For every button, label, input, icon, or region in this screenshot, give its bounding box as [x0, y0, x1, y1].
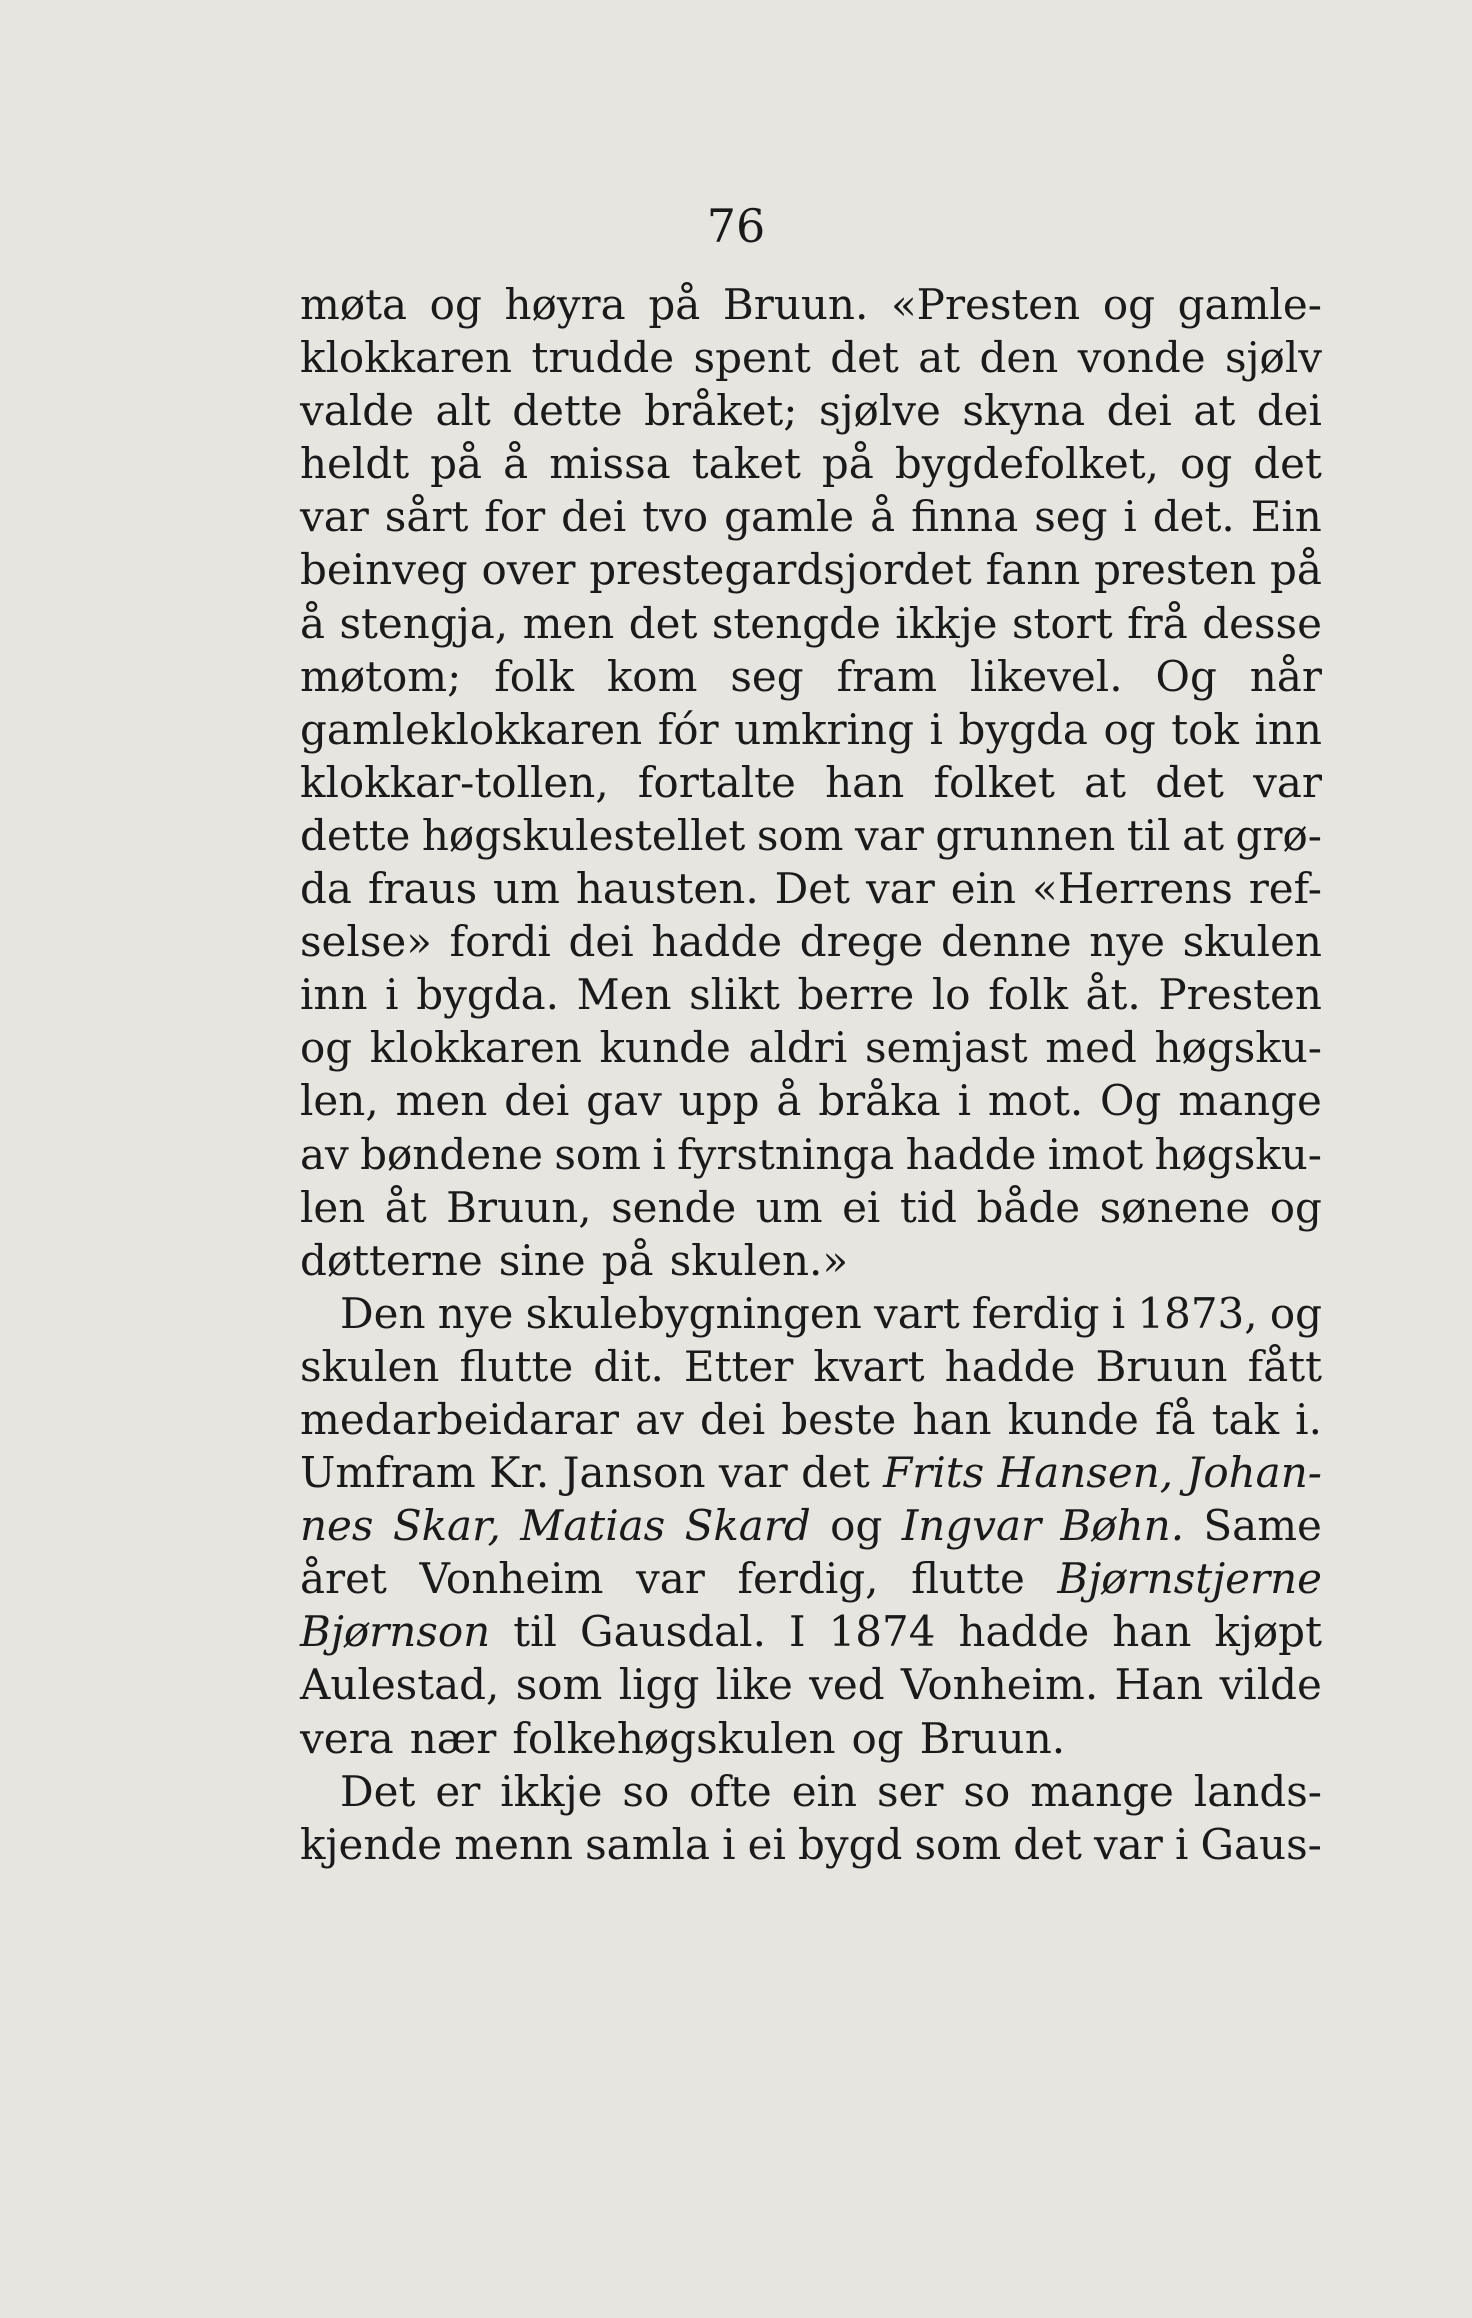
word: i	[1123, 492, 1137, 542]
word: folkehøgskulen	[512, 1713, 836, 1763]
word: som	[914, 1819, 1002, 1869]
word: møtom;	[300, 651, 462, 701]
word: ein	[950, 864, 1017, 914]
word: og	[830, 1501, 883, 1551]
word: Det	[340, 1766, 416, 1816]
word: grunnen	[935, 810, 1116, 860]
word: so	[963, 1766, 1011, 1816]
word: Og	[1100, 1076, 1162, 1126]
word: tvo	[642, 492, 709, 542]
word: dei	[1106, 386, 1172, 436]
word: det	[830, 333, 899, 383]
word: folket	[933, 757, 1055, 807]
word: flutte	[459, 1341, 574, 1391]
word: hadde	[944, 1341, 1076, 1391]
text-line	[300, 1234, 1322, 1287]
word: menn	[454, 1819, 573, 1869]
word: beste	[781, 1394, 897, 1444]
word: ei	[842, 1182, 881, 1232]
body-text	[300, 278, 1322, 1871]
word: bygdefolket,	[894, 439, 1159, 489]
word: presten	[1094, 545, 1257, 595]
word: i	[722, 1819, 736, 1869]
word: skulen	[1182, 917, 1322, 967]
text-line	[300, 384, 1322, 437]
text-line	[300, 1128, 1322, 1181]
word: drege	[799, 917, 924, 967]
word: um	[755, 1182, 823, 1232]
text-line	[300, 968, 1322, 1021]
word: Skar,	[392, 1501, 501, 1551]
word: stengja,	[339, 598, 509, 648]
word: Vonheim.	[900, 1660, 1099, 1710]
word: sende	[611, 1182, 737, 1232]
word: samla	[585, 1819, 710, 1869]
text-line	[300, 1658, 1322, 1711]
word: av	[300, 1129, 349, 1179]
word: høgskulestellet	[421, 810, 746, 860]
text-line	[300, 1765, 1322, 1818]
word: sjølve	[818, 386, 941, 436]
word: folk	[988, 970, 1068, 1020]
word: ofte	[689, 1766, 772, 1816]
word: Men	[576, 970, 672, 1020]
text-line	[300, 597, 1322, 650]
word: medarbeidarar	[300, 1394, 619, 1444]
word: han	[825, 757, 905, 807]
word: det	[801, 1448, 870, 1498]
word: i	[652, 1129, 666, 1179]
word: bråka	[818, 1076, 941, 1126]
word: klokkaren	[300, 333, 513, 383]
word: å	[776, 1076, 802, 1126]
word: bøndene	[360, 1129, 543, 1179]
word: hadde	[905, 1129, 1037, 1179]
word: so	[622, 1766, 670, 1816]
word: over	[481, 545, 576, 595]
word: um	[493, 864, 560, 914]
word: like	[715, 1660, 793, 1710]
word: Etter	[683, 1341, 794, 1391]
word: og	[429, 280, 482, 329]
word: finna	[911, 492, 1019, 542]
word: skulebygningen	[525, 1288, 862, 1338]
word: høgsku-	[1154, 1129, 1322, 1179]
word: Det	[774, 864, 851, 914]
word: folk	[494, 651, 574, 701]
word: skulen.»	[669, 1235, 849, 1285]
word: men	[522, 598, 615, 648]
word: at	[1182, 810, 1225, 860]
word: Frits	[883, 1448, 985, 1498]
word: dei	[561, 492, 627, 542]
word: bråket;	[644, 386, 798, 436]
word: bygda	[958, 704, 1088, 754]
word: det	[1253, 439, 1322, 489]
word: alt	[435, 386, 491, 436]
word: høyra	[504, 280, 626, 329]
word: stort	[1011, 598, 1113, 648]
word: 1873,	[1137, 1288, 1258, 1338]
word: mange	[1178, 1076, 1322, 1126]
word: det.	[1152, 492, 1235, 542]
word: beinveg	[300, 545, 468, 595]
word: Bruun.	[919, 1713, 1066, 1763]
word: på	[601, 1235, 654, 1285]
word: i	[929, 704, 943, 754]
word: fyrstninga	[677, 1129, 895, 1179]
word: møta	[300, 280, 408, 329]
word: døtterne	[300, 1235, 483, 1285]
word: flutte	[911, 1554, 1025, 1604]
word: i	[385, 970, 399, 1020]
word: til	[1126, 810, 1171, 860]
word: og	[1180, 439, 1233, 489]
text-line	[300, 1074, 1322, 1127]
word: umkring	[734, 704, 914, 754]
word: i.	[1295, 1394, 1322, 1444]
word: som	[756, 810, 844, 860]
word: å	[300, 598, 326, 648]
word: len	[300, 1182, 366, 1232]
word: taket	[691, 439, 801, 489]
word: som	[554, 1129, 641, 1179]
word: «Herrens	[1032, 864, 1233, 914]
text-line	[300, 437, 1322, 490]
word: fram	[836, 651, 938, 701]
word: gamle	[724, 492, 855, 542]
word: 1874	[828, 1607, 936, 1657]
word: Matias	[520, 1501, 666, 1551]
word: mange	[1030, 1766, 1174, 1816]
word: skyna	[962, 386, 1086, 436]
word: Han	[1114, 1660, 1204, 1710]
word: både	[976, 1182, 1081, 1232]
word: på	[648, 280, 701, 329]
text-line	[300, 809, 1322, 862]
word: kom	[606, 651, 698, 701]
word: Bruun,	[446, 1182, 592, 1232]
word: når	[1249, 651, 1322, 701]
word: få	[1154, 1394, 1196, 1444]
word: upp	[678, 1076, 760, 1126]
text-line	[300, 650, 1322, 703]
word: vilde	[1219, 1660, 1322, 1710]
page-number: 76	[706, 199, 766, 253]
word: den	[979, 333, 1059, 383]
text-line	[300, 490, 1322, 543]
word: selse»	[300, 917, 432, 967]
word: hausten.	[575, 864, 759, 914]
word: Johan-	[1186, 1448, 1322, 1498]
word: til	[513, 1607, 557, 1657]
word: og	[300, 1023, 353, 1073]
word: på	[821, 439, 874, 489]
word: denne	[940, 917, 1072, 967]
text-line	[300, 1712, 1322, 1765]
text-line	[300, 703, 1322, 756]
word: valde	[300, 386, 414, 436]
word: i	[957, 1076, 971, 1126]
word: inn	[1254, 704, 1322, 754]
word: i	[1111, 1288, 1126, 1338]
word: Bøhn.	[1060, 1501, 1185, 1551]
word: «Presten	[890, 280, 1081, 329]
word: Gausdal.	[580, 1607, 766, 1657]
word: var	[1253, 757, 1322, 807]
word: kunde	[599, 1023, 731, 1073]
word: at	[918, 333, 961, 383]
text-line	[300, 1605, 1322, 1658]
word: tid	[899, 1182, 958, 1232]
word: Janson	[562, 1448, 706, 1498]
word: var	[636, 1554, 705, 1604]
word: var	[1093, 1819, 1163, 1869]
word: Bjørnson	[300, 1607, 491, 1657]
word: Bruun	[1095, 1341, 1228, 1391]
word: desse	[1202, 598, 1322, 648]
word: fraus	[367, 864, 478, 914]
word: det	[628, 598, 698, 648]
word: likevel.	[970, 651, 1123, 701]
word: Den	[340, 1288, 426, 1338]
text-line	[300, 1818, 1322, 1871]
word: ein	[791, 1766, 858, 1816]
word: vart	[873, 1288, 960, 1338]
word: åt.	[1085, 970, 1141, 1020]
word: dei	[1256, 386, 1322, 436]
word: ferdig,	[737, 1554, 879, 1604]
word: nes	[300, 1501, 374, 1551]
word: og	[1102, 280, 1156, 329]
word: ser	[876, 1766, 944, 1816]
word: klokkar-tollen,	[300, 757, 609, 807]
word: ferdig	[971, 1288, 1100, 1338]
word: sårt	[384, 492, 469, 542]
word: var	[854, 810, 924, 860]
word: nær	[409, 1713, 497, 1763]
word: semjast	[864, 1023, 1028, 1073]
word: med	[1045, 1023, 1137, 1073]
text-line	[300, 1393, 1322, 1446]
word: Skard	[684, 1501, 811, 1551]
word: ikkje	[895, 598, 998, 648]
word: i	[1174, 1819, 1189, 1869]
word: var	[300, 492, 369, 542]
word: Ein	[1250, 492, 1322, 542]
word: inn	[300, 970, 368, 1020]
text-line	[300, 1499, 1322, 1552]
word: berre	[797, 970, 915, 1020]
word: stengde	[711, 598, 881, 648]
word: men	[395, 1076, 488, 1126]
word: bygda.	[416, 970, 559, 1020]
word: Bruun.	[722, 280, 869, 329]
text-line	[300, 1021, 1322, 1074]
word: ikkje	[500, 1766, 603, 1816]
word: er	[435, 1766, 481, 1816]
word: Kr.	[489, 1448, 550, 1498]
word: Vonheim	[419, 1554, 604, 1604]
word: Og	[1155, 651, 1217, 701]
word: fór	[657, 704, 719, 754]
word: I	[788, 1607, 806, 1657]
word: lo	[931, 970, 971, 1020]
word: len,	[300, 1076, 379, 1126]
word: slikt	[689, 970, 780, 1020]
word: dit.	[593, 1341, 664, 1391]
word: kunde	[1007, 1394, 1139, 1444]
word: missa	[549, 439, 671, 489]
word: vonde	[1077, 333, 1206, 383]
word: sjølv	[1224, 333, 1322, 383]
word: dei	[568, 917, 634, 967]
word: fått	[1247, 1341, 1322, 1391]
word: hadde	[651, 917, 783, 967]
word: Ingvar	[901, 1501, 1042, 1551]
text-line	[300, 1181, 1322, 1234]
word: Bjørnstjerne	[1057, 1554, 1322, 1604]
word: mot.	[987, 1076, 1084, 1126]
word: var	[865, 864, 935, 914]
word: som	[515, 1660, 603, 1710]
word: klokkaren	[369, 1023, 582, 1073]
word: året	[300, 1554, 387, 1604]
word: kjende	[300, 1819, 443, 1869]
word: grø-	[1235, 810, 1322, 860]
word: vera	[300, 1713, 394, 1763]
text-line	[300, 1340, 1322, 1393]
word: Umfram	[300, 1448, 476, 1498]
word: frå	[1127, 598, 1188, 648]
word: av	[635, 1394, 684, 1444]
word: aldri	[748, 1023, 848, 1073]
word: sønene	[1099, 1182, 1251, 1232]
word: Gaus-	[1200, 1819, 1322, 1869]
word: dette	[512, 386, 623, 436]
word: åt	[384, 1182, 427, 1232]
word: dei	[699, 1394, 766, 1444]
word: å	[870, 492, 896, 542]
word: ref-	[1248, 864, 1322, 914]
word: kvart	[813, 1341, 925, 1391]
word: tok	[1171, 704, 1239, 754]
text-line	[300, 915, 1322, 968]
word: gav	[586, 1076, 662, 1126]
word: hadde	[958, 1607, 1090, 1657]
word: ei	[747, 1819, 786, 1869]
word: Same	[1203, 1501, 1322, 1551]
word: at	[1084, 757, 1127, 807]
word: fordi	[449, 917, 551, 967]
word: lands-	[1193, 1766, 1322, 1816]
text-line	[300, 1446, 1322, 1499]
text-line	[300, 1287, 1322, 1340]
word: fortalte	[637, 757, 796, 807]
word: bygd	[798, 1819, 903, 1869]
word: gamle-	[1177, 280, 1322, 329]
text-line	[300, 1552, 1322, 1605]
word: og	[851, 1713, 904, 1763]
word: å	[503, 439, 529, 489]
word: sine	[498, 1235, 586, 1285]
word: var	[718, 1448, 788, 1498]
text-line	[300, 756, 1322, 809]
word: Aulestad,	[300, 1660, 500, 1710]
word: dei	[504, 1076, 570, 1126]
word: ligg	[618, 1660, 700, 1710]
word: kjøpt	[1214, 1607, 1322, 1657]
word: nye	[437, 1288, 514, 1338]
word: ved	[809, 1660, 885, 1710]
word: høgsku-	[1154, 1023, 1322, 1073]
word: spent	[693, 333, 811, 383]
word: det	[1013, 1819, 1082, 1869]
word: heldt	[300, 439, 410, 489]
word: skulen	[300, 1341, 440, 1391]
word: seg	[1034, 492, 1108, 542]
word: og	[1103, 704, 1156, 754]
word: Presten	[1158, 970, 1322, 1020]
text-line	[300, 331, 1322, 384]
word: trudde	[531, 333, 675, 383]
word: seg	[730, 651, 804, 701]
word: Hansen,	[997, 1448, 1174, 1498]
word: da	[300, 864, 352, 914]
word: han	[1112, 1607, 1192, 1657]
word: og	[1269, 1288, 1322, 1338]
word: det	[1155, 757, 1224, 807]
text-line	[300, 278, 1322, 331]
word: imot	[1047, 1129, 1144, 1179]
word: han	[912, 1394, 992, 1444]
text-line	[300, 862, 1322, 915]
word: prestegardsjordet	[589, 545, 972, 595]
word: på	[430, 439, 483, 489]
word: dette	[300, 810, 411, 860]
word: gamleklokkaren	[300, 704, 643, 754]
word: tak	[1211, 1394, 1280, 1444]
word: at	[1193, 386, 1236, 436]
word: fann	[985, 545, 1081, 595]
word: nye	[1089, 917, 1165, 967]
word: og	[1269, 1182, 1322, 1232]
text-line	[300, 543, 1322, 596]
word: for	[484, 492, 546, 542]
word: på	[1270, 545, 1322, 595]
